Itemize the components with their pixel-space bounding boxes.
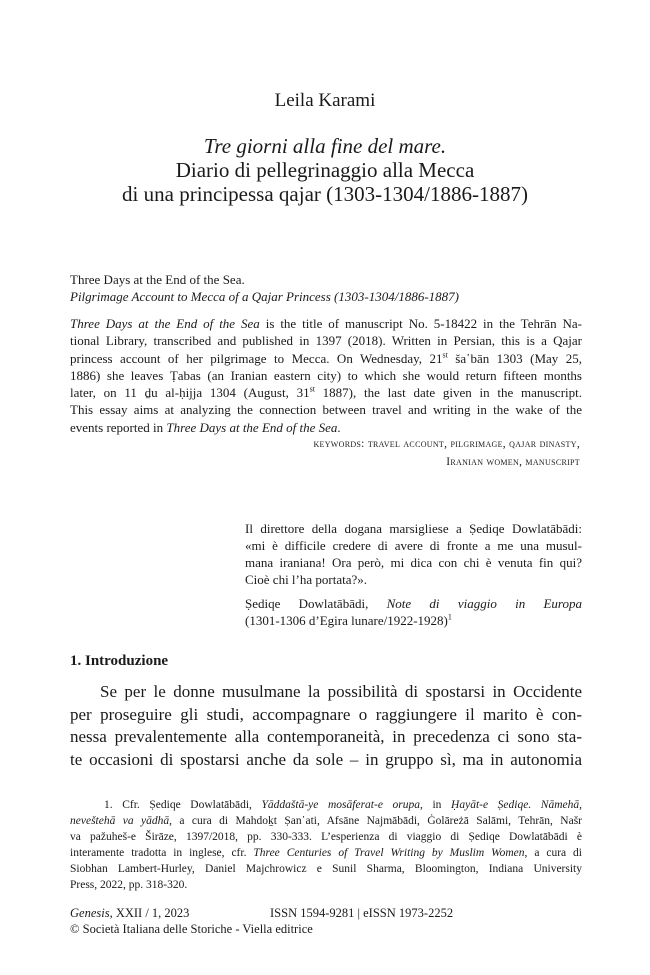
epigraph-source bbox=[245, 595, 582, 629]
section-heading: 1. Introduzione bbox=[70, 653, 169, 669]
english-abstract bbox=[70, 315, 582, 436]
journal-issue: , XXII / 1, 2023 bbox=[109, 906, 190, 920]
footnote-line: 1. Cfr. Ṣediqe Dowlatābādi, Yāddaštā-ye mosāferat-e orupa, in Ḥayāt-e Ṣediqe. Nāmehā, bbox=[104, 799, 582, 811]
abstract-line: events reported in Three Days at the End of the Sea. bbox=[70, 419, 341, 435]
english-title: Three Days at the End of the Sea. bbox=[70, 272, 245, 287]
footnote-line: va pažuheš-e Širāze, 1397/2018, pp. 330-333. L’esperienza di viaggio di Ṣediqe Dowlatābādi è bbox=[70, 831, 582, 843]
footnote-line: interamente tradotta in inglese, cfr. Three Centuries of Travel Writing by Muslim Women, a cura di bbox=[70, 847, 582, 859]
epigraph-line: Il direttore della dogana marsigliese a Ṣediqe Dowlatābādi: bbox=[245, 521, 582, 536]
epigraph-line: «mi è difficile credere di avere di fronte a me una musul- bbox=[245, 538, 582, 553]
abstract-line: Three Days at the End of the Sea is the title of manuscript No. 5-18422 in the Tehrān Na- bbox=[70, 316, 582, 331]
epigraph-source-line-2: (1301-1306 d’Egira lunare/1922-1928)$^1$ bbox=[245, 612, 452, 628]
article-title bbox=[60, 134, 590, 206]
abstract-line: This essay aims at analyzing the connection between travel and writing in the wake of the bbox=[70, 402, 582, 418]
page-footer bbox=[70, 905, 582, 937]
keywords-line-2: Iranian women, manuscript bbox=[446, 456, 580, 468]
epigraph-line: Cioè chi l’ha portata?». bbox=[245, 572, 368, 587]
abstract-line: tional Library, transcribed and published in 1397 (2018). Written in Persian, this is a Qajar bbox=[70, 333, 582, 349]
body-line: te occasioni di spostarsi anche da sole – in gruppo sì, ma in autonomia bbox=[70, 749, 582, 769]
footnote-line: Siobhan Lambert-Hurley, Daniel Majchrowicz e Sunil Sharma, Bloomington, Indiana University bbox=[70, 863, 582, 875]
title-italic-line: Tre giorni alla fine del mare. bbox=[203, 134, 447, 158]
epigraph-line: mana iraniana! Ora però, mi dica con chi è venuta fin qui? bbox=[245, 555, 582, 570]
abstract-line: 1886) she leaves Ṭabas (an Iranian eastern city) to which she would return fifteen months bbox=[70, 367, 582, 383]
abstract-line: later, on 11 ḏu al-ḥijja 1304 (August, 31st 1887), the last date given in the manuscript. bbox=[70, 384, 583, 401]
footnote-line: neveštehā va yādhā, a cura di Mahdoḵt Ṣan῾ati, Afsāne Najmābādi, Ġolāreżā Salāmi, Tehrān, Našr bbox=[70, 815, 583, 827]
footnote-line: Press, 2022, pp. 318-320. bbox=[70, 879, 188, 891]
footnote bbox=[70, 797, 582, 893]
body-line: per proseguire gli studi, accompagnare o raggiungere il marito è con- bbox=[70, 704, 582, 724]
journal-name: Genesis bbox=[70, 906, 110, 920]
keywords bbox=[160, 435, 580, 471]
abstract-line: princess account of her pilgrimage to Mecca. On Wednesday, 21st ša῾bān 1303 (May 25, bbox=[70, 350, 582, 366]
footnote-ref[interactable]: 1 bbox=[447, 612, 452, 622]
body-line: nessa prevalentemente alla contemporaneità, in precedenza ci sono sta- bbox=[70, 727, 582, 746]
body-line: Se per le donne musulmane la possibilità di spostarsi in Occidente bbox=[100, 682, 582, 701]
author-name: Leila Karami bbox=[274, 90, 376, 111]
footer-journal-line bbox=[70, 905, 582, 921]
title-line-3: di una principessa qajar (1303-1304/1886-1887) bbox=[122, 182, 528, 206]
body-paragraph bbox=[70, 681, 582, 771]
epigraph-source-line-1: Ṣediqe Dowlatābādi, Note di viaggio in Europa bbox=[245, 596, 582, 611]
copyright: © Società Italiana delle Storiche - Viella editrice bbox=[70, 922, 313, 936]
issn: ISSN 1594-9281 | eISSN 1973-2252 bbox=[270, 906, 454, 920]
english-subtitle: Pilgrimage Account to Mecca of a Qajar Princess (1303-1304/1886-1887) bbox=[70, 289, 459, 304]
epigraph bbox=[245, 520, 582, 588]
english-title-block bbox=[70, 271, 582, 305]
title-line-2: Diario di pellegrinaggio alla Mecca bbox=[175, 158, 475, 182]
keywords-line-1: keywords: travel account, pilgrimage, qajar dinasty, bbox=[313, 438, 580, 450]
